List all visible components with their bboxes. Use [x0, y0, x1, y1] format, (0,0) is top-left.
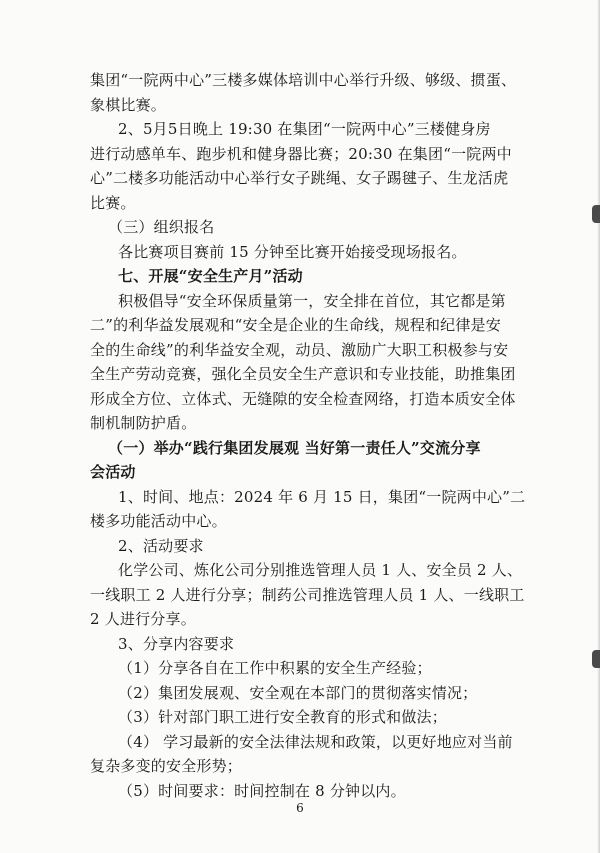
body-text-line: 全的生命线”的利华益安全观，动员、激励广大职工积极参与安	[90, 340, 509, 359]
section-heading: （三）组织报名	[108, 218, 215, 236]
body-text-line: 积极倡导“安全环保质量第一，安全排在首位，其它都是第	[118, 291, 506, 310]
body-text-line: 形成全方位、立体式、无缝隙的安全检查网络，打造本质安全体	[90, 389, 516, 408]
list-item: （4） 学习最新的安全法律法规和政策，以更好地应对当前	[118, 732, 513, 751]
subsection-heading: （一）举办“践行集团发展观 当好第一责任人”交流分享	[108, 438, 481, 457]
body-text-line: 集团“一院两中心”三楼多媒体培训中心举行升级、够级、掼蛋、	[90, 71, 517, 89]
body-text-line: 二”的利华益发展观和“安全是企业的生命线，规程和纪律是安	[90, 316, 501, 334]
body-text-line: 各比赛项目赛前 15 分钟至比赛开始接受现场报名。	[118, 242, 467, 261]
body-text-line: 2 人进行分享。	[90, 610, 196, 628]
body-text-line: 化学公司、炼化公司分别推选管理人员 1 人、安全员 2 人、	[118, 561, 523, 579]
body-text-line: 制机制防护盾。	[90, 414, 197, 432]
body-text-line: 1、时间、地点：2024 年 6 月 15 日，集团“一院两中心”二	[118, 487, 526, 506]
body-text-line: 象棋比赛。	[90, 95, 167, 114]
binding-hole-mark	[592, 650, 600, 668]
body-text-line: 复杂多变的安全形势；	[90, 757, 243, 775]
list-item: （2）集团发展观、安全观在本部门的贯彻落实情况；	[118, 683, 478, 702]
body-text-line: 楼多功能活动中心。	[90, 512, 227, 530]
body-text-line: 3、分享内容要求	[118, 634, 235, 653]
body-text-line: 心”二楼多功能活动中心举行女子跳绳、女子踢毽子、生龙活虎	[90, 169, 509, 187]
body-text-line: 进行动感单车、跑步机和健身器比赛；20:30 在集团“一院两中	[90, 144, 512, 163]
list-item: （5）时间要求：时间控制在 8 分钟以内。	[118, 781, 406, 800]
page-number: 6	[296, 801, 304, 815]
list-item: （1）分享各自在工作中积累的安全生产经验；	[118, 659, 432, 677]
section-title: 七、开展“安全生产月”活动	[118, 267, 303, 285]
body-text-line: 全生产劳动竞赛，强化全员安全生产意识和专业技能，助推集团	[90, 365, 516, 383]
body-text-line: 一线职工 2 人进行分享；制药公司推选管理人员 1 人、一线职工	[90, 585, 525, 604]
body-text-line: 2、活动要求	[118, 536, 204, 555]
body-text-line: 2、5月5日晚上 19:30 在集团“一院两中心”三楼健身房	[118, 120, 491, 138]
list-item: （3）针对部门职工进行安全教育的形式和做法；	[118, 708, 447, 726]
binding-hole-mark	[592, 205, 600, 223]
subsection-heading: 会活动	[90, 463, 136, 481]
body-text-line: 比赛。	[90, 193, 136, 212]
